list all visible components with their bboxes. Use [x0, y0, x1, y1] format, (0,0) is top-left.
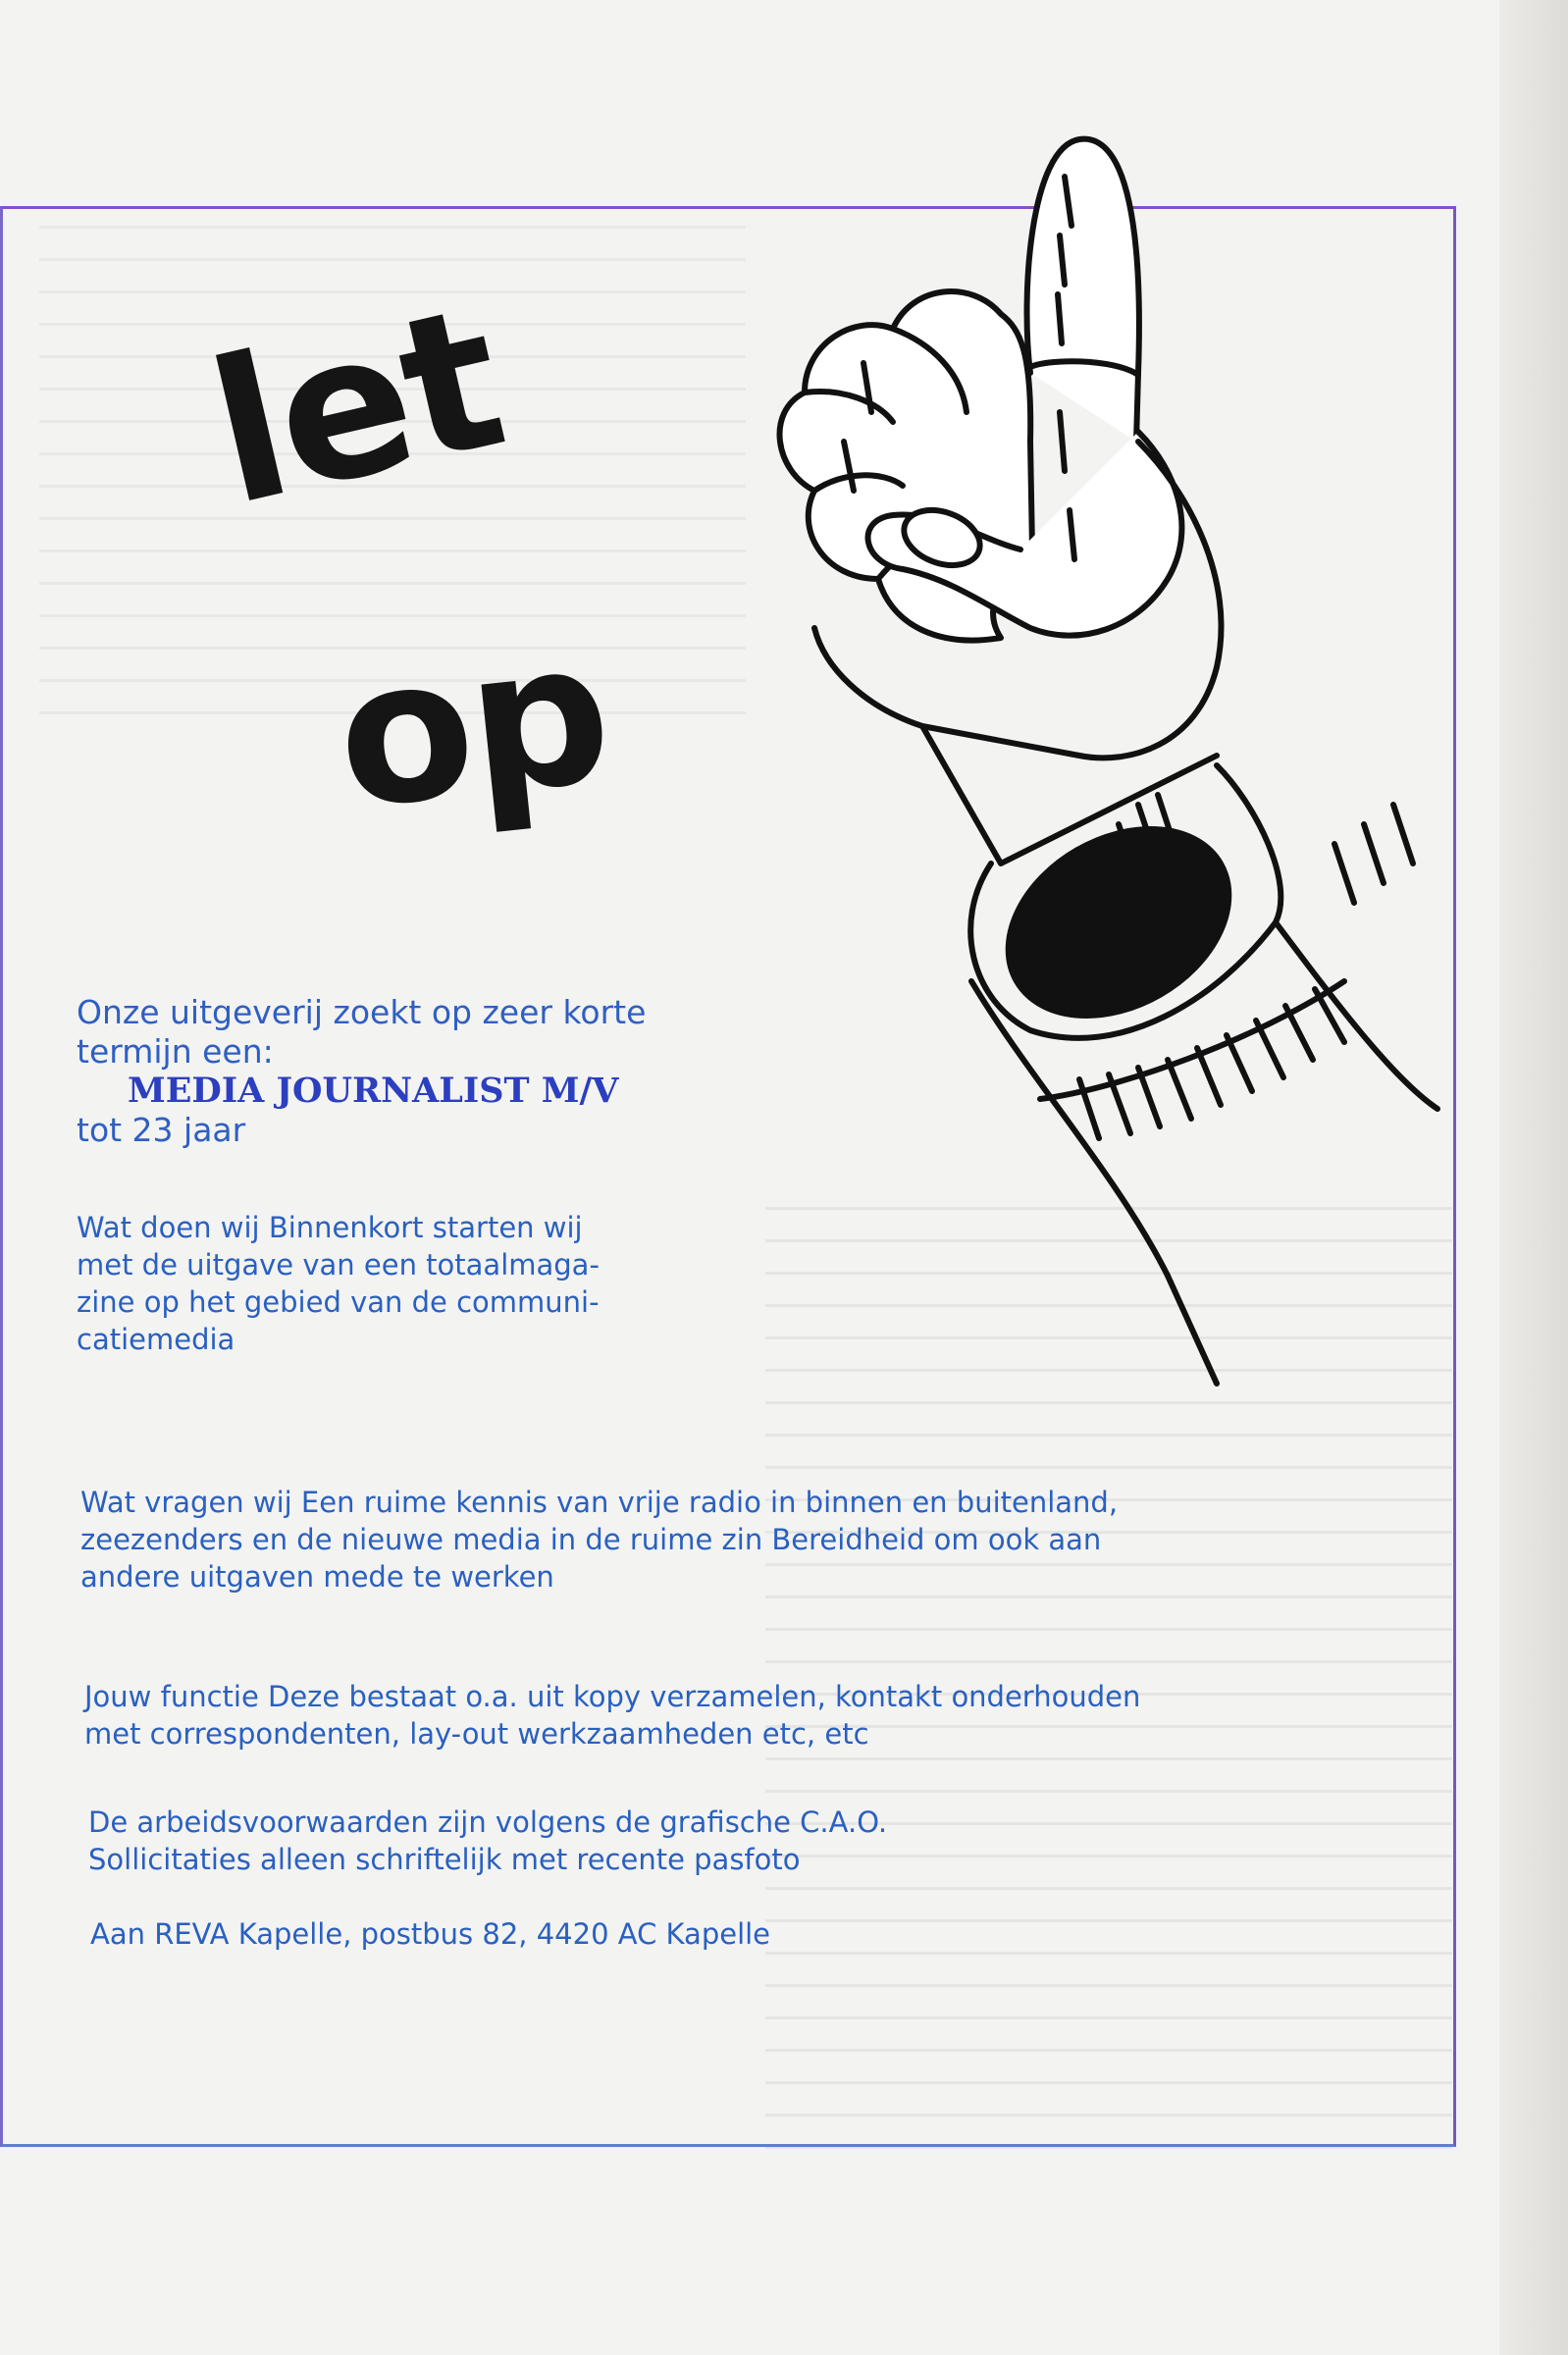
pointing-hand-icon	[706, 118, 1452, 1423]
your-role-paragraph	[84, 1678, 1419, 1753]
text-line: zeezenders en de nieuwe media in de ruime zin Bereidheid om ook aan	[80, 1523, 1102, 1556]
text-line: Wat doen wij Binnenkort starten wij	[77, 1211, 583, 1244]
text-line: met correspondenten, lay-out werkzaamheden etc, etc	[84, 1717, 869, 1751]
age-limit: tot 23 jaar	[77, 1111, 246, 1149]
conditions-paragraph	[88, 1804, 1364, 1878]
address-line: Aan REVA Kapelle, postbus 82, 4420 AC Kapelle	[90, 1917, 771, 1951]
text-line: catiemedia	[77, 1323, 235, 1356]
page-edge	[1499, 0, 1568, 2355]
text-line: zine op het gebied van de communi-	[77, 1285, 600, 1319]
text-line: De arbeidsvoorwaarden zijn volgens de grafische C.A.O.	[88, 1806, 888, 1839]
text-line: Sollicitaties alleen schriftelijk met recente pasfoto	[88, 1843, 801, 1876]
intro-line-1: Onze uitgeverij zoekt op zeer korte	[77, 993, 647, 1031]
intro-line-2: termijn een:	[77, 1032, 274, 1071]
text-line: met de uitgave van een totaalmaga-	[77, 1248, 600, 1282]
intro-text	[77, 993, 763, 1150]
text-line: andere uitgaven mede te werken	[80, 1560, 554, 1594]
what-we-ask-paragraph	[80, 1484, 1415, 1596]
text-line: Jouw functie Deze bestaat o.a. uit kopy verzamelen, kontakt onderhouden	[84, 1680, 1141, 1713]
headline-op: op	[327, 598, 617, 854]
what-we-do-paragraph	[77, 1209, 744, 1358]
headline-let: let	[192, 263, 520, 550]
text-line: Wat vragen wij Een ruime kennis van vrije radio in binnen en buitenland,	[80, 1486, 1119, 1519]
job-title: MEDIA JOURNALIST M/V	[128, 1071, 619, 1111]
